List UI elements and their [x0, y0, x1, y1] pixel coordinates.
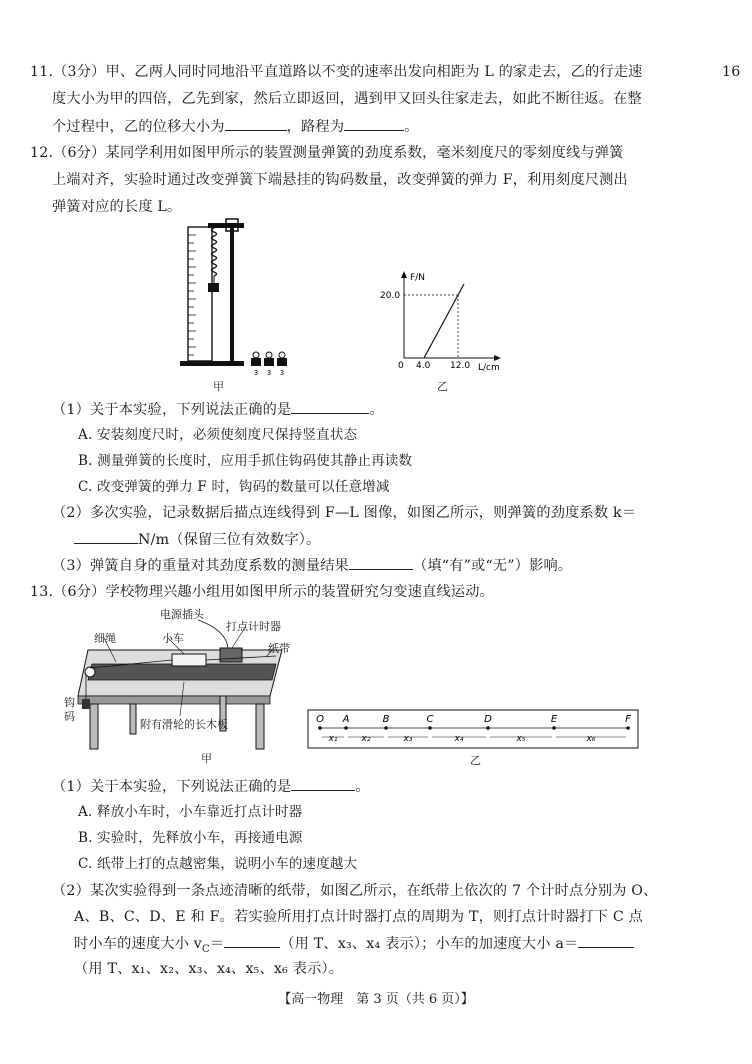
tape-point-D	[486, 726, 490, 730]
tape-segment-label-2: x₂	[361, 734, 371, 744]
pulley	[85, 667, 95, 677]
paper-tape-figure	[306, 706, 642, 752]
tape-point-E	[552, 726, 556, 730]
q12-fig-yi-caption: 乙	[437, 380, 448, 393]
tape-point-label-B: B	[382, 714, 390, 725]
q11-line3	[52, 116, 419, 137]
q12-line1: 12.（6分）某同学利用如图甲所示的装置测量弹簧的劲度系数，毫米刻度尺的零刻度线与弹簧	[30, 145, 624, 161]
table-leg	[256, 704, 264, 749]
q12-option-a: A. 安装刻度尺时，必须使刻度尺保持竖直状态	[78, 427, 358, 443]
q11-text-a: 个过程中，乙的位移大小为	[52, 119, 225, 135]
x-tick-12: 12.0	[450, 361, 471, 371]
q12-p2-line1: （2）多次实验，记录数据后描点连线得到 F—L 图像，如图乙所示，则弹簧的劲度系数 k＝	[52, 505, 637, 521]
q13-p2-line3: 时小车的速度大小 $v_C=$ （用 T、x₃、x₄ 表示）；小车的加速度大小 a＝	[74, 933, 634, 960]
x-label: L/cm	[478, 363, 500, 373]
q13-fig-yi-caption: 乙	[470, 754, 481, 767]
tape-segment-label-3: x₃	[403, 734, 413, 744]
table-leg	[90, 704, 98, 749]
q13-option-a: A. 释放小车时，小车靠近打点计时器	[78, 804, 303, 820]
tape-point-B	[384, 726, 388, 730]
power-wire	[198, 620, 228, 648]
q12-p3-blank[interactable]	[349, 555, 413, 570]
tape-point-C	[428, 726, 432, 730]
spare-weights	[251, 352, 287, 375]
tape-segment-label-4: x₄	[454, 734, 464, 744]
q11-blank-distance[interactable]	[344, 116, 404, 131]
cart	[172, 654, 206, 666]
svg-text:3: 3	[266, 369, 272, 375]
label-cart: 小车	[162, 632, 184, 645]
q11-line2: 度大小为甲的四倍，乙先到家，然后立即返回，遇到甲又回头往家走去，如此不断往返。在整	[52, 91, 642, 107]
svg-text:3: 3	[253, 369, 259, 375]
f-l-graph	[370, 262, 520, 374]
q12-line3: 弹簧对应的长度 L。	[52, 199, 182, 215]
q12-p1: （1）关于本实验，下列说法正确的是 。	[52, 399, 384, 420]
tape-point-label-A: A	[342, 714, 350, 725]
ticker-timer	[220, 648, 242, 662]
label-ticker-timer: 打点计时器	[226, 620, 281, 633]
q13-blank-a[interactable]	[578, 933, 634, 948]
tape-point-O	[318, 726, 322, 730]
page-footer: 【高一物理 第 3 页（共 6 页）】	[278, 992, 474, 1007]
tape-point-A	[344, 726, 348, 730]
label-paper-tape: 纸带	[268, 642, 290, 655]
q12-fig-jia-caption: 甲	[213, 380, 224, 393]
label-weight-2: 码	[64, 710, 75, 723]
q13-option-b: B. 实验时，先释放小车，再接通电源	[78, 830, 303, 846]
label-long-board: 附有滑轮的长木板	[140, 718, 228, 731]
q13-p2-line1: （2）某次实验得到一条点迹清晰的纸带，如图乙所示，在纸带上依次的 7 个计时点分别为 O、	[52, 883, 658, 899]
q11-blank-displacement[interactable]	[225, 116, 287, 131]
q13-p1: （1）关于本实验，下列说法正确的是 。	[52, 776, 370, 797]
q12-line2: 上端对齐，实验时通过改变弹簧下端悬挂的钩码数量，改变弹簧的弹力 F，利用刻度尺测出	[52, 172, 628, 188]
q12-p3: （3）弹簧自身的重量对其劲度系数的测量结果 （填“有”或“无”）影响。	[52, 555, 572, 576]
hook-weights	[82, 699, 90, 709]
table-leg	[130, 704, 136, 734]
y-tick-20: 20.0	[380, 291, 401, 301]
q13-p2-line2: A、B、C、D、E 和 F。若实验所用打点计时器打点的周期为 T，则打点计时器打下 C 点	[74, 909, 643, 925]
q13-blank-vc[interactable]	[224, 933, 280, 948]
x-tick-4: 4.0	[416, 361, 431, 371]
stand-rod	[230, 223, 234, 363]
label-rope: 细绳	[94, 632, 116, 645]
q12-option-c: C. 改变弹簧的弹力 F 时，钩码的数量可以任意增减	[78, 479, 390, 495]
tape-segment-label-6: x₆	[586, 734, 596, 744]
q13-line1: 13.（6分）学校物理兴趣小组用如图甲所示的装置研究匀变速直线运动。	[30, 584, 495, 600]
tape-point-label-F: F	[625, 714, 631, 725]
tape-point-label-D: D	[484, 714, 492, 725]
hook-weight	[208, 283, 219, 292]
tape-point-F	[626, 726, 630, 730]
tape-point-label-E: E	[550, 714, 558, 725]
q13-option-c: C. 纸带上打的点越密集，说明小车的速度越大	[78, 856, 358, 872]
tape-segment-label-1: x₁	[328, 734, 338, 744]
apparatus-base	[180, 361, 244, 366]
x-tick-0: 0	[398, 361, 404, 371]
q11-text-c: 。	[404, 119, 419, 135]
tape-point-label-C: C	[426, 714, 434, 725]
spring-apparatus-figure	[170, 215, 295, 375]
y-label: F/N	[410, 273, 425, 283]
tape-point-label-O: O	[316, 714, 324, 725]
q13-fig-jia-caption: 甲	[201, 752, 212, 765]
q12-option-b: B. 测量弹簧的长度时，应用手抓住钩码使其静止再读数	[78, 453, 413, 469]
svg-text:3: 3	[279, 369, 285, 375]
q12-p1-blank[interactable]	[291, 399, 369, 414]
q13-p2-line4: （用 T、x₁、x₂、x₃、x₄、x₅、x₆ 表示）。	[74, 961, 344, 977]
page-edge-number: 16	[722, 64, 741, 80]
q12-p2-blank-k[interactable]	[74, 529, 138, 544]
label-power-plug: 电源插头	[160, 608, 204, 621]
q13-p1-blank[interactable]	[291, 776, 355, 791]
q11-line1: 11.（3分）甲、乙两人同时同地沿平直道路以不变的速率出发向相距为 L 的家走去，乙的行走速	[30, 64, 643, 80]
q11-text-b: ，路程为	[286, 119, 345, 135]
label-weight-1: 钩	[64, 696, 75, 709]
ruler	[188, 227, 212, 361]
tape-segment-label-5: x₅	[516, 734, 526, 744]
q12-p2-line2: N/m（保留三位有效数字）。	[74, 529, 320, 550]
